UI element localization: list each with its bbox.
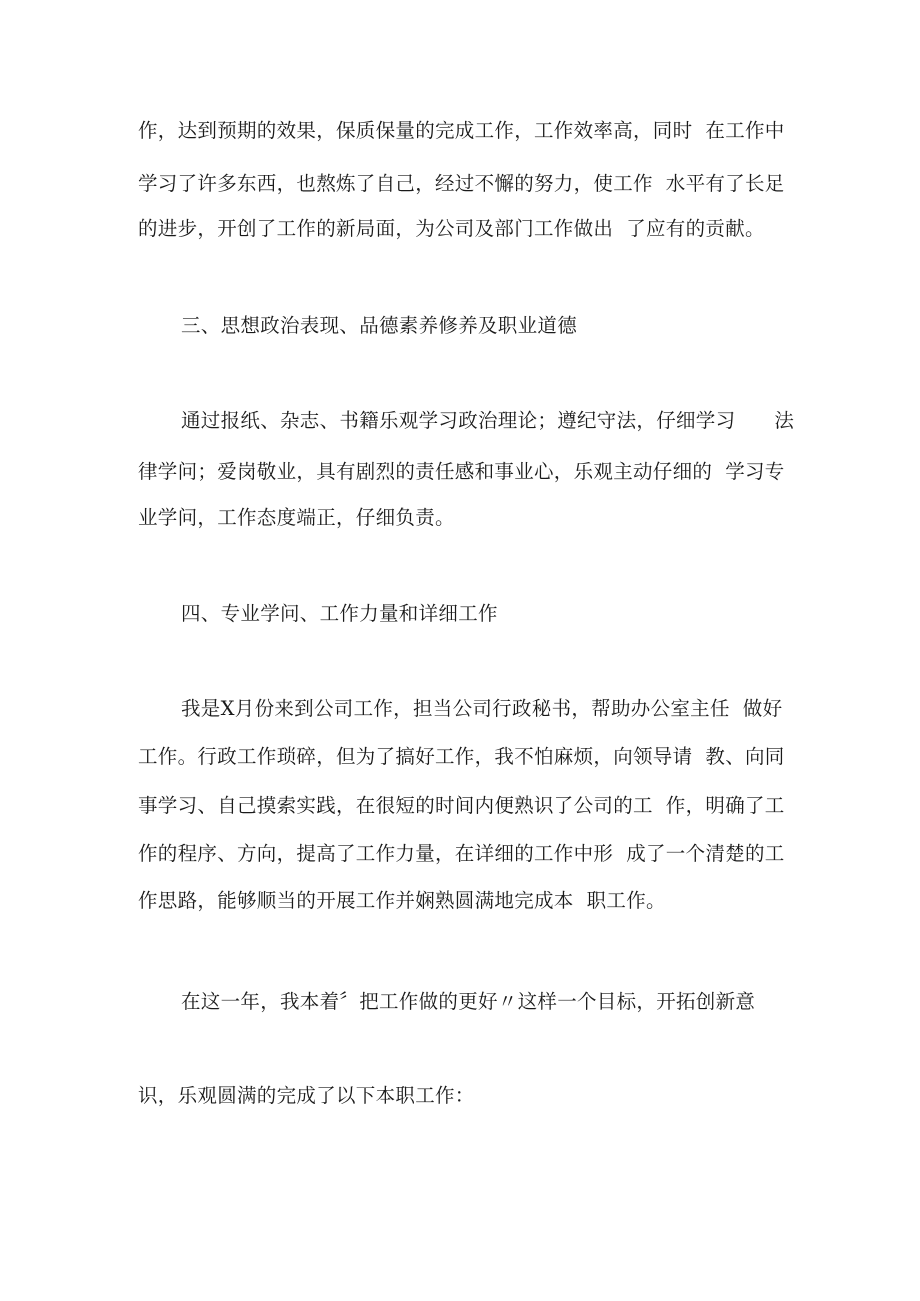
paragraph-line: 学习了许多东西，也熬炼了自己，经过不懈的努力，使工作 水平有了长足 bbox=[138, 172, 785, 195]
paragraph-line: 我是X月份来到公司工作，担当公司行政秘书，帮助办公室主任 做好 bbox=[181, 697, 783, 720]
section-heading-3: 三、思想政治表现、品德素养修养及职业道德 bbox=[181, 314, 578, 337]
paragraph-line: 事学习、自己摸索实践，在很短的时间内便熟识了公司的工 作，明确了工 bbox=[138, 794, 785, 817]
paragraph-line: 通过报纸、杂志、书籍乐观学习政治理论；遵纪守法，仔细学习 法 bbox=[181, 409, 795, 432]
paragraph-line: 作思路，能够顺当的开展工作并娴熟圆满地完成本 职工作。 bbox=[138, 889, 666, 912]
paragraph-line: 工作。行政工作琐碎，但为了搞好工作，我不怕麻烦，向领导请 教、向同 bbox=[138, 745, 785, 768]
paragraph-line: 业学问，工作态度端正，仔细负责。 bbox=[138, 506, 455, 529]
paragraph-line: 在这一年，我本着〞把工作做的更好〃这样一个目标，开拓创新意 bbox=[181, 990, 756, 1013]
section-heading-4: 四、专业学问、工作力量和详细工作 bbox=[181, 602, 498, 625]
paragraph-line: 作，达到预期的效果，保质保量的完成工作，工作效率高，同时 在工作中 bbox=[138, 119, 785, 142]
paragraph-line: 识，乐观圆满的完成了以下本职工作： bbox=[138, 1084, 475, 1107]
paragraph-line: 律学问；爱岗敬业，具有剧烈的责任感和事业心，乐观主动仔细的 学习专 bbox=[138, 460, 785, 483]
paragraph-line: 的进步，开创了工作的新局面，为公司及部门工作做出 了应有的贡献。 bbox=[138, 217, 765, 240]
paragraph-line: 作的程序、方向，提高了工作力量，在详细的工作中形 成了一个清楚的工 bbox=[138, 842, 785, 865]
